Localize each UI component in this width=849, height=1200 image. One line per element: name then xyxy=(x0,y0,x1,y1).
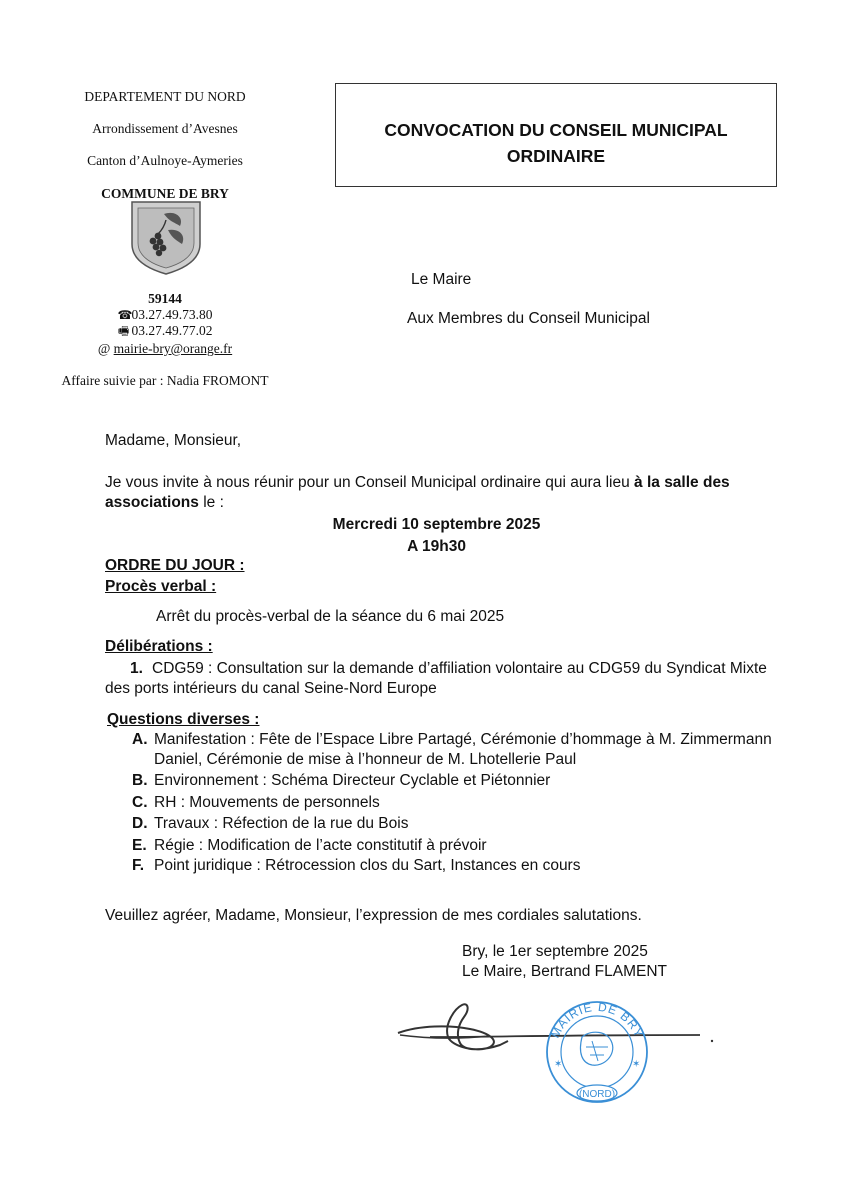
pv-heading: Procès verbal : xyxy=(105,578,217,595)
venue-bold: à la salle des xyxy=(634,474,730,491)
question-text: Point juridique : Rétrocession clos du Sart, Instances en cours xyxy=(154,857,581,874)
meeting-time: A 19h30 xyxy=(407,538,466,555)
commune-name: COMMUNE DE BRY xyxy=(101,186,229,201)
department: DEPARTEMENT DU NORD xyxy=(84,89,246,104)
question-letter: F. xyxy=(132,857,145,874)
phone-line xyxy=(45,307,285,323)
fax-line xyxy=(45,323,285,339)
title-line-1: CONVOCATION DU CONSEIL MUNICIPAL xyxy=(384,120,728,140)
telephone-icon: ☎ xyxy=(117,308,133,322)
question-letter: C. xyxy=(132,794,148,811)
venue-bold-2: associations xyxy=(105,494,199,511)
sender-role: Le Maire xyxy=(411,271,472,288)
question-letter: E. xyxy=(132,837,147,854)
arrondissement: Arrondissement d’Avesnes xyxy=(92,121,238,136)
title-line-2: ORDINAIRE xyxy=(506,146,606,166)
closing-formula: Veuillez agréer, Madame, Monsieur, l’expression de mes cordiales salutations. xyxy=(105,907,642,924)
svg-text:✶: ✶ xyxy=(554,1059,563,1070)
coat-of-arms-icon xyxy=(130,200,202,276)
deliberations-heading: Délibérations : xyxy=(105,638,213,655)
invite-line-1 xyxy=(105,473,770,493)
question-text: RH : Mouvements de personnels xyxy=(154,794,380,811)
pv-text: Arrêt du procès-verbal de la séance du 6 mai 2025 xyxy=(156,608,505,625)
phone-number: 03.27.49.73.80 xyxy=(131,307,213,322)
place-date: Bry, le 1er septembre 2025 xyxy=(462,943,648,960)
question-item-e xyxy=(132,836,487,856)
question-text: Régie : Modification de l’acte constitutif à prévoir xyxy=(154,837,487,854)
salutation: Madame, Monsieur, xyxy=(105,432,242,449)
question-text: Travaux : Réfection de la rue du Bois xyxy=(154,815,409,832)
deliberation-line-1: CDG59 : Consultation sur la demande d’affiliation volontaire au CDG59 du Syndicat Mixte xyxy=(152,660,767,677)
email-link[interactable]: mairie-bry@orange.fr xyxy=(113,341,233,356)
question-item-a-line-2: Daniel, Cérémonie de mise à l’honneur de M. Lhotellerie Paul xyxy=(154,751,577,768)
affaire-suivie: Affaire suivie par : Nadia FROMONT xyxy=(61,373,269,388)
deliberation-item xyxy=(130,659,767,679)
deliberation-number: 1. xyxy=(130,660,143,677)
invite-text: Je vous invite à nous réunir pour un Conseil Municipal ordinaire qui aura lieu xyxy=(105,474,635,491)
postcode: 59144 xyxy=(148,291,182,306)
svg-text:✶: ✶ xyxy=(632,1059,641,1070)
canton: Canton d’Aulnoye-Aymeries xyxy=(87,153,243,168)
question-text: Manifestation : Fête de l’Espace Libre Partagé, Cérémonie d’hommage à M. Zimmermann xyxy=(154,731,772,748)
invite-line-2 xyxy=(105,493,224,513)
invite-end: le : xyxy=(198,494,224,511)
signatory: Le Maire, Bertrand FLAMENT xyxy=(462,963,668,980)
question-item-c xyxy=(132,793,380,813)
stamp-bottom-text: (NORD) xyxy=(578,1089,616,1100)
question-letter: D. xyxy=(132,815,148,832)
question-letter: B. xyxy=(132,772,148,789)
fax-number: 03.27.49.77.02 xyxy=(131,323,213,338)
town-hall-stamp xyxy=(542,997,652,1107)
recipient: Aux Membres du Conseil Municipal xyxy=(407,310,650,327)
stamp-top-text: MAIRIE DE BRY xyxy=(547,999,647,1041)
at-symbol: @ xyxy=(97,341,111,356)
deliberation-line-2: des ports intérieurs du canal Seine-Nord Europe xyxy=(105,680,437,697)
agenda-heading: ORDRE DU JOUR : xyxy=(105,557,245,574)
questions-heading: Questions diverses : xyxy=(107,711,260,728)
svg-text:MAIRIE DE BRY xyxy=(548,1000,646,1040)
question-item-a xyxy=(132,730,772,750)
email-line xyxy=(45,341,285,357)
question-item-f xyxy=(132,856,580,876)
question-item-d xyxy=(132,814,408,834)
title-box xyxy=(335,83,777,187)
question-text: Environnement : Schéma Directeur Cyclable et Piétonnier xyxy=(154,772,551,789)
question-letter: A. xyxy=(132,731,148,748)
meeting-date: Mercredi 10 septembre 2025 xyxy=(332,516,541,533)
fax-icon: 🖷 xyxy=(117,324,130,338)
question-item-b xyxy=(132,771,550,791)
